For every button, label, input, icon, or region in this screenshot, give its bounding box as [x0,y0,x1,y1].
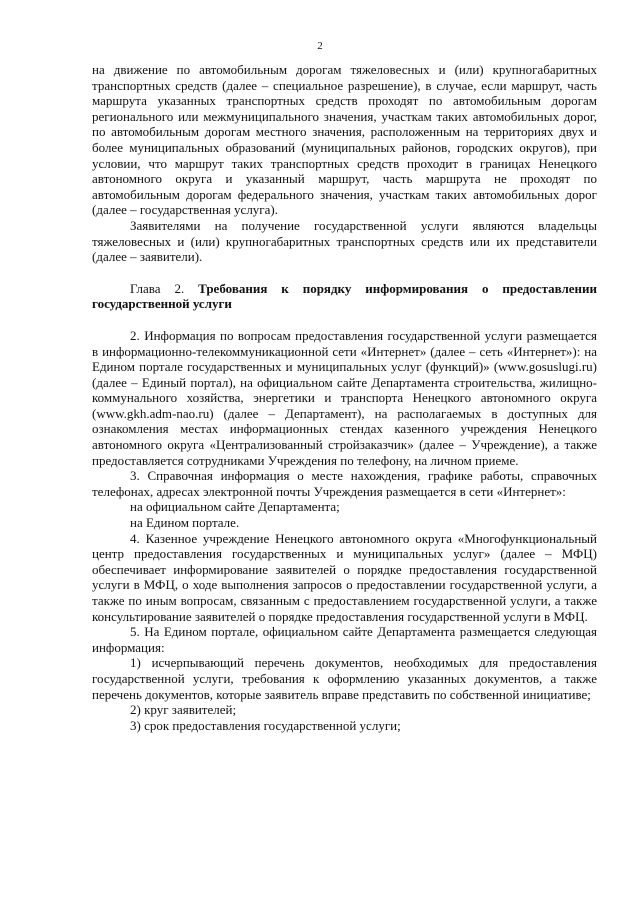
paragraph-3: 3. Справочная информация о месте нахождения, графике работы, справочных телефонах, адресах электронной почты Учреждения размещается в сети «Интернет»: [92,468,597,499]
paragraph-5-item-2: 2) круг заявителей; [130,702,237,718]
paragraph-5-item-1: 1) исчерпывающий перечень документов, необходимых для предоставления государственной услуги, требования к оформлению указанных документов, а также перечень документов, которые заявитель вправе представить по собственной инициативе; [92,655,597,702]
chapter-prefix: Глава 2. [130,280,185,296]
chapter-title: Требования к порядку информирования о предоставлении государственной услуги [92,280,598,312]
paragraph-3-item-portal: на Едином портале. [130,515,240,531]
paragraph-3-item-site: на официальном сайте Департамента; [130,499,340,515]
paragraph-4: 4. Казенное учреждение Ненецкого автономного округа «Многофункциональный центр предоставления государственных и муниципальных услуг» (далее – МФЦ) обеспечивает информирование заявителей о порядке предоставления государственной услуги в МФЦ, о ходе выполнения запросов о предоставлении государственной услуги, а также по иным вопросам, связанным с предоставлением государственной услуги, а также консультирование заявителей о порядке предоставления государственной услуги в МФЦ. [92,530,597,624]
paragraph-5-item-3: 3) срок предоставления государственной услуги; [130,717,401,733]
paragraph-2: 2. Информация по вопросам предоставления государственной услуги размещается в информационно-телекоммуникационной сети «Интернет» (далее – сеть «Интернет»): на Едином портале государственных и муниципальных услуг (функций)» (www.gosuslugi.ru) (далее – Единый портал), на официальном сайте Департамента строительства, жилищно-коммунального хозяйства, энергетики и транспорта Ненецкого автономного округа (www.gkh.adm-nao.ru) (далее – Департамент), на располагаемых в доступных для ознакомления местах информационных стендах казенного учреждения Ненецкого автономного округа «Централизованный стройзаказчик» (далее – Учреждение), а также предоставляется сотрудниками Учреждения по телефону, на личном приеме. [92,327,597,468]
document-body [92,62,597,733]
applicants-paragraph: Заявителями на получение государственной услуги являются владельцы тяжеловесных и (или) крупногабаритных транспортных средств или их представители (далее – заявители). [92,217,597,265]
intro-paragraph: на движение по автомобильным дорогам тяжеловесных и (или) крупногабаритных транспортных средств (далее – специальное разрешение), в случае, если маршрут, часть маршрута указанных транспортных средств проходят по автомобильным дорогам регионального или межмуниципального значения, участкам таких автомобильных дорог, по автомобильным дорогам местного значения, расположенным на территориях двух и более муниципальных образований (муниципальных районов, городских округов), при условии, что маршрут таких транспортных средств проходит в границах Ненецкого автономного округа и указанный маршрут, часть маршрута не проходят по автомобильным дорогам федерального значения, участкам таких автомобильных дорог (далее – государственная услуга). [92,62,597,218]
paragraph-5: 5. На Едином портале, официальном сайте Департамента размещается следующая информация: [92,624,597,655]
chapter-heading [92,281,597,312]
page-number: 2 [317,40,323,52]
